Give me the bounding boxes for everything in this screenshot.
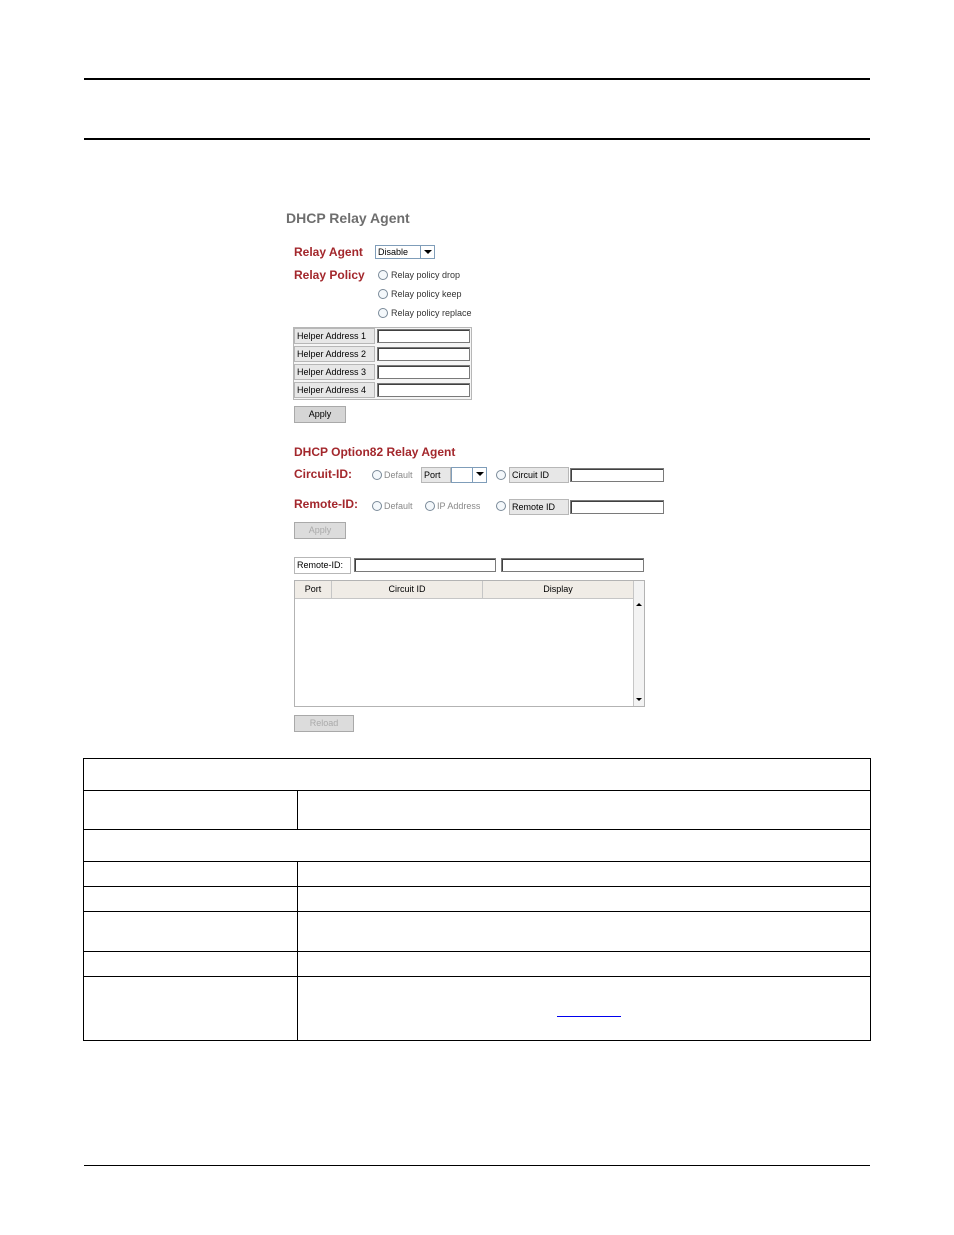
helper-address-4-label: Helper Address 4 <box>294 382 375 398</box>
helper-address-1-label: Helper Address 1 <box>294 328 375 344</box>
table-scrollbar[interactable] <box>633 581 644 706</box>
circuit-id-label: Circuit-ID: <box>294 467 352 481</box>
table-cell <box>298 977 871 1041</box>
description-table <box>83 758 871 1041</box>
table-cell <box>298 887 871 912</box>
circuit-id-default-label: Default <box>384 470 413 480</box>
chevron-down-icon <box>472 468 486 482</box>
table-cell <box>298 791 871 830</box>
relay-agent-label: Relay Agent <box>294 245 363 259</box>
table-cell <box>298 952 871 977</box>
table-cell <box>84 887 298 912</box>
remote-id-label: Remote-ID: <box>294 497 359 511</box>
scroll-up-icon[interactable] <box>634 599 644 610</box>
relay-agent-value: Disable <box>378 247 409 257</box>
reload-button[interactable]: Reload <box>294 715 354 732</box>
circuit-id-custom-label: Circuit ID <box>509 467 569 483</box>
helper-address-2-input[interactable] <box>377 347 470 361</box>
circuit-id-input[interactable] <box>570 468 664 482</box>
circuit-id-custom-radio[interactable] <box>496 470 506 480</box>
circuit-id-port-select[interactable] <box>451 467 487 483</box>
relay-policy-keep-radio[interactable] <box>378 289 388 299</box>
relay-policy-drop-label: Relay policy drop <box>391 270 461 280</box>
remote-id-custom-radio[interactable] <box>496 501 506 511</box>
option82-apply-button[interactable]: Apply <box>294 522 346 539</box>
helper-address-3-input[interactable] <box>377 365 470 379</box>
helper-address-1-input[interactable] <box>377 329 470 343</box>
relay-policy-keep-label: Relay policy keep <box>391 289 462 299</box>
footer-rule <box>84 1165 870 1166</box>
relay-policy-drop-radio[interactable] <box>378 270 388 280</box>
column-header-circuit-id: Circuit ID <box>332 581 483 599</box>
helper-address-2-label: Helper Address 2 <box>294 346 375 362</box>
remote-id-default-label: Default <box>384 501 413 511</box>
column-header-display: Display <box>483 581 634 599</box>
table-cell <box>84 952 298 977</box>
table-cell <box>84 977 298 1041</box>
table-row <box>84 759 871 791</box>
relay-policy-label: Relay Policy <box>294 268 365 282</box>
remote-id-table-input[interactable] <box>354 558 496 572</box>
circuit-id-default-radio[interactable] <box>372 470 382 480</box>
remote-id-ip-radio[interactable] <box>425 501 435 511</box>
relay-policy-replace-label: Relay policy replace <box>391 308 472 318</box>
header-rule-top <box>84 78 870 80</box>
table-cell <box>84 912 298 952</box>
remote-id-ip-label: IP Address <box>437 501 481 511</box>
helper-address-4-input[interactable] <box>377 383 470 397</box>
table-cell <box>84 862 298 887</box>
remote-id-table-label: Remote-ID: <box>294 557 351 574</box>
scroll-down-icon[interactable] <box>634 694 644 705</box>
remote-id-input[interactable] <box>570 500 664 514</box>
page-title: DHCP Relay Agent <box>286 210 410 226</box>
option82-title: DHCP Option82 Relay Agent <box>294 445 456 459</box>
remote-id-default-radio[interactable] <box>372 501 382 511</box>
circuit-id-port-label: Port <box>421 467 451 483</box>
table-cell <box>84 791 298 830</box>
header-rule-bottom <box>84 138 870 140</box>
table-cell <box>298 912 871 952</box>
hyperlink-underline[interactable] <box>557 1016 621 1017</box>
column-header-port: Port <box>295 581 332 599</box>
relay-agent-select[interactable] <box>375 245 435 259</box>
remote-id-custom-label: Remote ID <box>509 499 569 515</box>
chevron-down-icon <box>420 246 434 258</box>
table-cell <box>298 862 871 887</box>
table-row <box>84 830 871 862</box>
helper-address-3-label: Helper Address 3 <box>294 364 375 380</box>
circuit-table <box>294 580 645 707</box>
apply-button[interactable]: Apply <box>294 406 346 423</box>
remote-id-display-input[interactable] <box>501 558 644 572</box>
relay-policy-replace-radio[interactable] <box>378 308 388 318</box>
